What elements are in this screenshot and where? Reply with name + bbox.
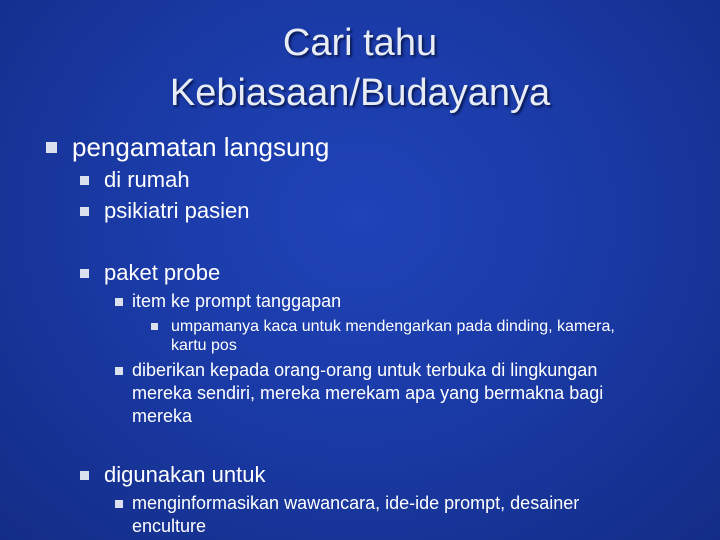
slide-title — [0, 18, 720, 118]
bullet-item-prompt: item ke prompt tanggapan — [132, 291, 342, 311]
bullet-item-umpamanya-line-2: kartu pos — [171, 337, 237, 354]
bullet-item-psikiatri: psikiatri pasien — [104, 198, 250, 223]
bullet-item-paket-probe: paket probe — [104, 260, 221, 285]
bullet-item-digunakan: digunakan untuk — [104, 462, 266, 487]
bullet-item-menginformasikan-line-1: menginformasikan wawancara, ide-ide prompt, desainer — [132, 493, 580, 513]
bullet-item-diberikan-line-2: mereka sendiri, mereka merekam apa yang bermakna bagi — [132, 383, 604, 403]
bullet-item-diberikan-line-1: diberikan kepada orang-orang untuk terbuka di lingkungan — [132, 360, 598, 380]
square-bullet-icon — [80, 471, 89, 480]
square-bullet-icon — [151, 323, 158, 330]
square-bullet-icon — [115, 367, 123, 375]
slide-title-line-1: Cari tahu — [282, 22, 438, 64]
square-bullet-icon — [46, 142, 57, 153]
bullet-item-umpamanya-line-1: umpamanya kaca untuk mendengarkan pada dinding, kamera, — [171, 318, 615, 335]
bullet-item-di-rumah: di rumah — [104, 167, 190, 192]
square-bullet-icon — [80, 207, 89, 216]
square-bullet-icon — [80, 269, 89, 278]
square-bullet-icon — [80, 176, 89, 185]
bullet-item-menginformasikan-line-2: enculture — [132, 516, 207, 536]
square-bullet-icon — [115, 500, 123, 508]
slide-title-line-2: Kebiasaan/Budayanya — [169, 72, 551, 114]
bullet-item-pengamatan: pengamatan langsung — [72, 132, 330, 162]
square-bullet-icon — [115, 298, 123, 306]
bullet-item-diberikan-line-3: mereka — [132, 406, 193, 426]
